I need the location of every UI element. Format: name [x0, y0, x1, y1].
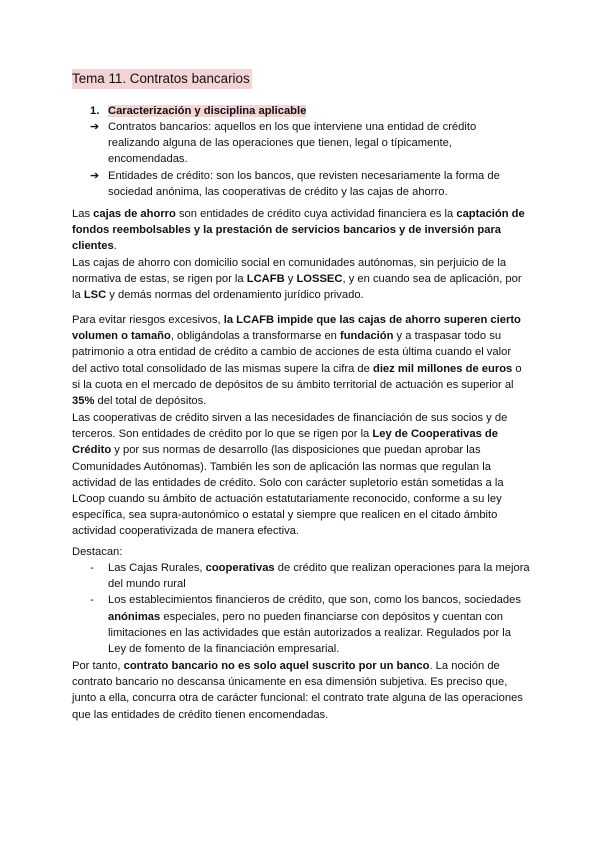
paragraph-cooperativas: Las cooperativas de crédito sirven a las necesidades de financiación de sus socios y de terceros. Son entidades de crédito por lo que se rigen por la Ley de Cooperativas de Crédito y por sus normas de desarrollo (las disposiciones que puedan aprobar las Comunidades Autónomas). También les son de aplicación las normas que regulan la actividad de las entidades de crédito. Solo con carácter supletorio están sometidas a la LCoop cuando su ámbito de actuación estatutariamente reconocido, conforme a su ley específica, sea supra-autonómico o estatal y siempre que realicen en el citado ámbito actividad cooperativizada de manera efectiva.	[72, 412, 508, 538]
paragraph-destacan: Destacan:	[72, 546, 123, 558]
arrow-bullet-icon: ➔	[90, 169, 100, 182]
dash-bullet: -	[90, 562, 94, 574]
section-heading	[90, 103, 530, 119]
list-item: ➔ Entidades de crédito: son los bancos, que revisten necesariamente la forma de sociedad anónima, las cooperativas de crédito y las cajas de ahorro.	[90, 169, 500, 198]
paragraph-riesgos: Para evitar riesgos excesivos, la LCAFB impide que las cajas de ahorro superen cierto volumen o tamaño, obligándolas a transformarse en fundación y a traspasar todo su patrimonio a otra entidad de crédito a cambio de acciones de esta última cuando el valor del activo total consolidado de las mismas supere la cifra de diez mil millones de euros o si la cuota en el mercado de depósitos de su ámbito territorial de actuación es superior al 35% del total de depósitos.	[72, 314, 522, 408]
arrow-list	[90, 119, 530, 200]
page-title: Tema 11. Contratos bancarios	[72, 69, 252, 89]
dash-bullet: -	[90, 594, 94, 607]
paragraph-cajas: Las cajas de ahorro son entidades de crédito cuya actividad financiera es la captación de fondos reembolsables y la prestación de servicios bancarios y de inversión para clientes. Las cajas de ahorro con domicilio social en comunidades autónomas, sin perjuicio de la normativa de estas, se rigen por la LCAFB y LOSSEC, y en cuando sea de aplicación, por la LSC y demás normas del ordenamiento jurídico privado.	[72, 208, 525, 302]
list-item: - Los establecimientos financieros de crédito, que son, como los bancos, sociedades anónimas especiales, pero no pueden financiarse con depósitos y cuentan con limitaciones en las actividades que están autorizados a realizar. Regulados por la Ley de fomento de la financiación empresarial.	[90, 594, 521, 656]
paragraph-conclusion: Por tanto, contrato bancario no es solo aquel suscrito por un banco. La noción de contrato bancario no descansa únicamente en esa dimensión subjetiva. Es preciso que, junto a ella, concurra otra de carácter funcional: el contrato trate alguna de las operaciones que las entidades de crédito tienen encomendadas.	[72, 660, 523, 721]
list-item: - Las Cajas Rurales, cooperativas de crédito que realizan operaciones para la mejora del mundo rural	[90, 562, 530, 591]
section-number: 1.	[90, 105, 100, 117]
arrow-bullet-icon: ➔	[90, 121, 100, 133]
section-heading-text: Caracterización y disciplina aplicable	[108, 105, 307, 117]
list-item: ➔ Contratos bancarios: aquellos en los que interviene una entidad de crédito realizando alguna de las operaciones que tienen, legal o típicamente, encomendadas.	[90, 121, 477, 166]
dash-list	[90, 560, 530, 657]
